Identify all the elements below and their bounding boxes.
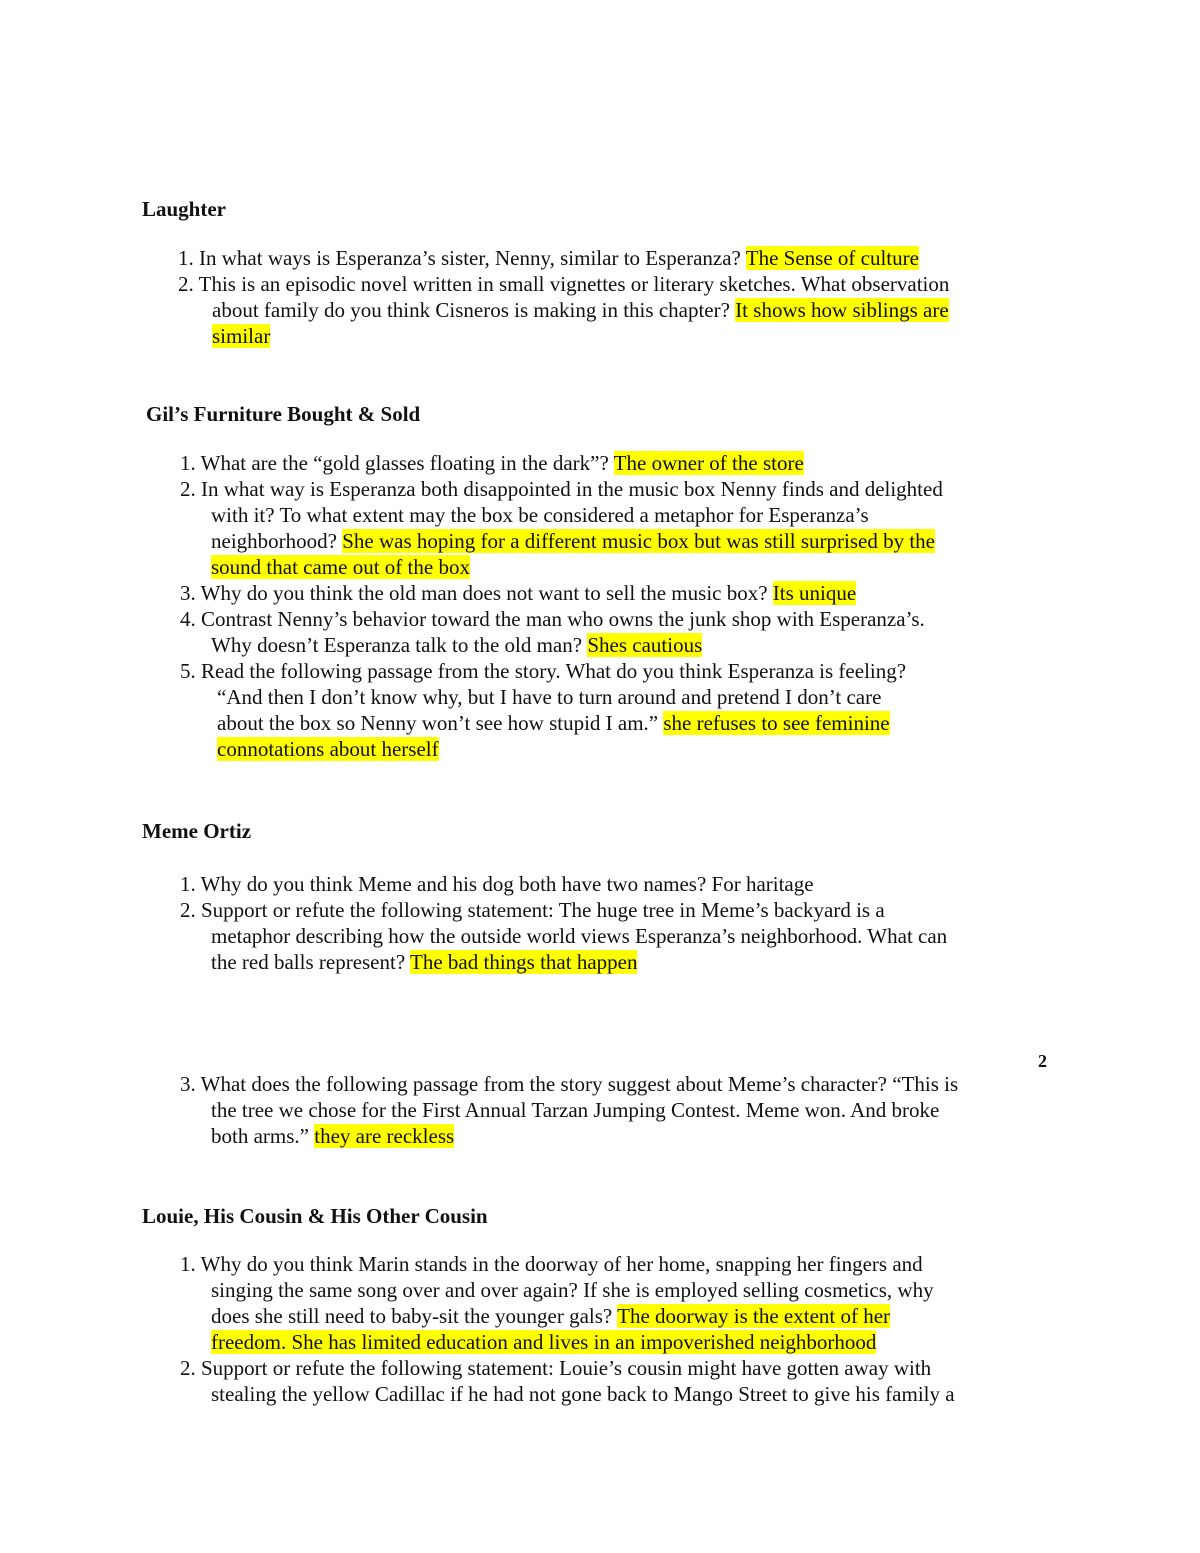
question-text: 1. Why do you think Marin stands in the doorway of her home, snapping her fingers and <box>180 1252 923 1276</box>
question-line <box>211 554 470 580</box>
section-heading-gils-furniture: Gil’s Furniture Bought & Sold <box>146 402 421 426</box>
question-text: 1. What are the “gold glasses floating in the dark”? <box>180 451 614 475</box>
question-text: stealing the yellow Cadillac if he had not gone back to Mango Street to give his family a <box>211 1382 955 1406</box>
question-line <box>178 271 949 297</box>
question-line <box>211 528 935 554</box>
question-text: 1. Why do you think Meme and his dog both have two names? For haritage <box>180 872 814 896</box>
question-text: the red balls represent? <box>211 950 411 974</box>
answer-highlight: sound that came out of the box <box>211 555 470 579</box>
question-text: neighborhood? <box>211 529 343 553</box>
question-line <box>211 1303 890 1329</box>
question-text: 2. This is an episodic novel written in small vignettes or literary sketches. What observation <box>178 272 950 296</box>
question-line <box>212 297 949 323</box>
question-line <box>180 580 856 606</box>
question-text: 1. In what ways is Esperanza’s sister, Nenny, similar to Esperanza? <box>178 246 746 270</box>
question-line <box>211 949 637 975</box>
section-heading-laughter: Laughter <box>142 197 226 221</box>
question-line <box>211 1123 454 1149</box>
question-text: 5. Read the following passage from the story. What do you think Esperanza is feeling? <box>180 659 907 683</box>
question-text: 2. In what way is Esperanza both disappointed in the music box Nenny finds and delighted <box>180 477 943 501</box>
question-line <box>211 1097 939 1123</box>
question-line <box>180 658 906 684</box>
question-line <box>180 476 943 502</box>
passage-line <box>217 736 439 762</box>
question-line <box>180 1355 931 1381</box>
section-heading-meme-ortiz: Meme Ortiz <box>142 819 252 843</box>
passage-line <box>217 684 881 710</box>
question-text: “And then I don’t know why, but I have to turn around and pretend I don’t care <box>217 685 882 709</box>
page-number: 2 <box>1038 1051 1047 1071</box>
question-text: 4. Contrast Nenny’s behavior toward the man who owns the junk shop with Esperanza’s. <box>180 607 925 631</box>
question-line <box>180 606 925 632</box>
question-text: 3. What does the following passage from the story suggest about Meme’s character? “This is <box>180 1072 959 1096</box>
question-line <box>178 245 919 271</box>
question-line <box>180 871 814 897</box>
question-line <box>180 450 804 476</box>
question-text: metaphor describing how the outside world views Esperanza’s neighborhood. What can <box>211 924 948 948</box>
question-text: about family do you think Cisneros is making in this chapter? <box>212 298 736 322</box>
answer-highlight: freedom. She has limited education and lives in an impoverished neighborhood <box>211 1330 877 1354</box>
question-text: both arms.” <box>211 1124 315 1148</box>
question-text: does she still need to baby-sit the younger gals? <box>211 1304 618 1328</box>
question-line <box>211 1381 955 1407</box>
question-text: 2. Support or refute the following statement: Louie’s cousin might have gotten away with <box>180 1356 932 1380</box>
answer-highlight: similar <box>212 324 271 348</box>
answer-highlight: The Sense of culture <box>745 246 919 270</box>
question-text: 3. Why do you think the old man does not want to sell the music box? <box>180 581 773 605</box>
answer-highlight: she refuses to see feminine <box>663 711 890 735</box>
question-text: 2. Support or refute the following statement: The huge tree in Meme’s backyard is a <box>180 898 885 922</box>
question-text: the tree we chose for the First Annual Tarzan Jumping Contest. Meme won. And broke <box>211 1098 940 1122</box>
question-line <box>211 502 869 528</box>
question-line <box>211 632 702 658</box>
answer-highlight: The bad things that happen <box>410 950 638 974</box>
question-line <box>180 1251 923 1277</box>
answer-highlight: connotations about herself <box>217 737 439 761</box>
answer-highlight: She was hoping for a different music box but was still surprised by the <box>342 529 936 553</box>
answer-highlight: The owner of the store <box>613 451 804 475</box>
question-text: with it? To what extent may the box be considered a metaphor for Esperanza’s <box>211 503 869 527</box>
question-line <box>211 1329 876 1355</box>
answer-highlight: Shes cautious <box>587 633 703 657</box>
question-text: singing the same song over and over again? If she is employed selling cosmetics, why <box>211 1278 934 1302</box>
question-text: about the box so Nenny won’t see how stupid I am.” <box>217 711 664 735</box>
answer-highlight: The doorway is the extent of her <box>617 1304 891 1328</box>
answer-highlight: Its unique <box>772 581 857 605</box>
question-line <box>180 897 885 923</box>
answer-highlight: they are reckless <box>314 1124 455 1148</box>
question-line <box>212 323 270 349</box>
section-heading-louie: Louie, His Cousin & His Other Cousin <box>142 1204 488 1228</box>
answer-highlight: It shows how siblings are <box>735 298 949 322</box>
passage-line <box>217 710 890 736</box>
question-line <box>211 923 947 949</box>
question-line <box>211 1277 934 1303</box>
question-text: Why doesn’t Esperanza talk to the old man? <box>211 633 588 657</box>
question-line <box>180 1071 958 1097</box>
